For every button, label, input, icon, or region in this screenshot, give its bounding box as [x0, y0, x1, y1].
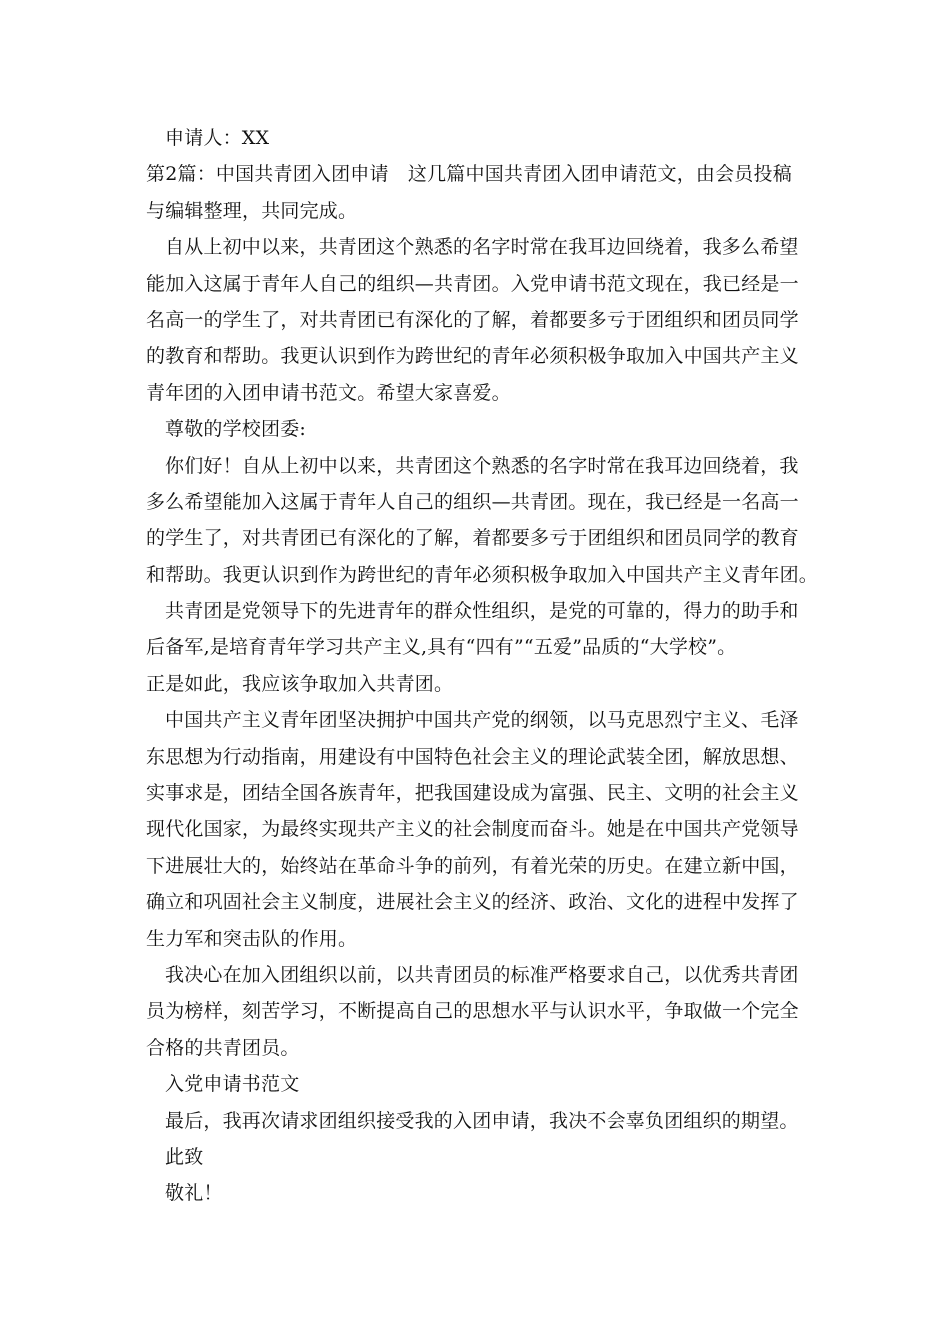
paragraph-line: 和帮助。我更认识到作为跨世纪的青年必须积极争取加入中国共产主义青年团。 — [146, 563, 819, 586]
section-heading: 第2篇：中国共青团入团申请 这几篇中国共青团入团申请范文，由会员投稿 — [146, 163, 792, 186]
paragraph-line: 后备军,是培育青年学习共产主义,具有“四有”“五爱”品质的“大学校”。 — [146, 636, 737, 659]
closing-paragraph: 最后，我再次请求团组织接受我的入团申请，我决不会辜负团组织的期望。 — [165, 1109, 799, 1132]
paragraph-line: 与编辑整理，共同完成。 — [146, 199, 358, 222]
paragraph-line: 中国共产主义青年团坚决拥护中国共产党的纲领，以马克思烈宁主义、毛泽 — [165, 709, 799, 732]
paragraph-line: 名高一的学生了，对共青团已有深化的了解，着都要多亏于团组织和团员同学 — [146, 308, 799, 331]
closing-phrase: 此致 — [165, 1145, 204, 1168]
closing-salute: 敬礼！ — [165, 1182, 223, 1205]
document-body — [146, 120, 819, 1212]
paragraph-line: 共青团是党领导下的先进青年的群众性组织，是党的可靠的，得力的助手和 — [165, 600, 799, 623]
paragraph-line: 的学生了，对共青团已有深化的了解，着都要多亏于团组织和团员同学的教育 — [146, 527, 799, 550]
paragraph-line: 生力军和突击队的作用。 — [146, 927, 358, 950]
paragraph-line: 的教育和帮助。我更认识到作为跨世纪的青年必须积极争取加入中国共产主义 — [146, 345, 799, 368]
paragraph-line: 自从上初中以来，共青团这个熟悉的名字时常在我耳边回绕着，我多么希望 — [165, 236, 799, 259]
paragraph-line: 现代化国家，为最终实现共产主义的社会制度而奋斗。她是在中国共产党领导 — [146, 818, 799, 841]
paragraph-line: 合格的共青团员。 — [146, 1036, 300, 1059]
inline-note: 入党申请书范文 — [165, 1073, 300, 1096]
paragraph-line: 青年团的入团申请书范文。希望大家喜爱。 — [146, 381, 511, 404]
paragraph-line: 东思想为行动指南，用建设有中国特色社会主义的理论武装全团，解放思想、 — [146, 745, 799, 768]
paragraph-line: 能加入这属于青年人自己的组织—共青团。入党申请书范文现在，我已经是一 — [146, 272, 799, 295]
salutation: 尊敬的学校团委: — [165, 418, 307, 441]
paragraph-line: 正是如此，我应该争取加入共青团。 — [146, 672, 454, 695]
paragraph-line: 你们好！自从上初中以来，共青团这个熟悉的名字时常在我耳边回绕着，我 — [165, 454, 799, 477]
paragraph-line: 员为榜样，刻苦学习，不断提高自己的思想水平与认识水平，争取做一个完全 — [146, 1000, 799, 1023]
paragraph-line: 实事求是，团结全国各族青年，把我国建设成为富强、民主、文明的社会主义 — [146, 782, 799, 805]
paragraph-line: 下进展壮大的，始终站在革命斗争的前列，有着光荣的历史。在建立新中国， — [146, 854, 799, 877]
paragraph-line: 我决心在加入团组织以前，以共青团员的标准严格要求自己，以优秀共青团 — [165, 963, 799, 986]
paragraph-line: 多么希望能加入这属于青年人自己的组织—共青团。现在，我已经是一名高一 — [146, 490, 799, 513]
applicant-line: 申请人：XX — [165, 127, 270, 149]
paragraph-line: 确立和巩固社会主义制度，进展社会主义的经济、政治、文化的进程中发挥了 — [146, 891, 799, 914]
